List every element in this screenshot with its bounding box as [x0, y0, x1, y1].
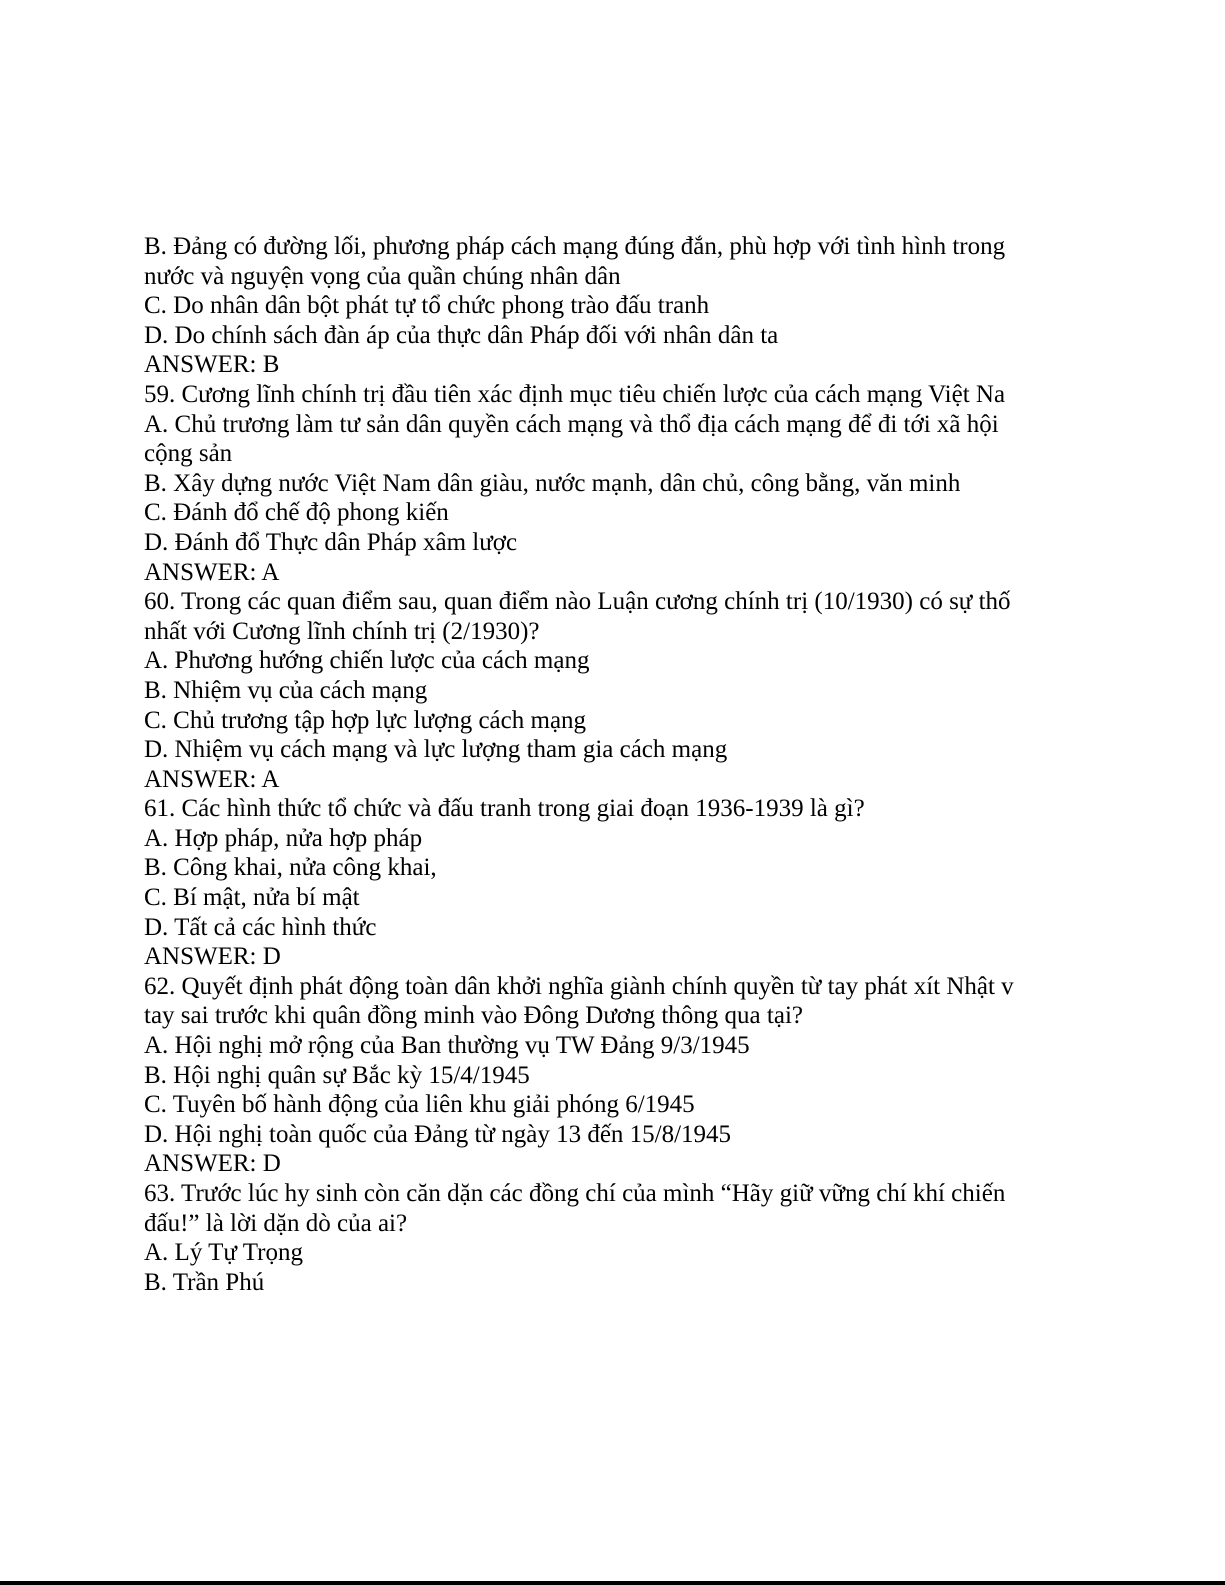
text-line: B. Đảng có đường lối, phương pháp cách mạng đúng đắn, phù hợp với tình hình trong	[144, 233, 1006, 260]
text-line: B. Công khai, nửa công khai,	[144, 854, 437, 882]
text-line: cộng sản	[144, 440, 233, 468]
text-line: nhất với Cương lĩnh chính trị (2/1930)?	[144, 617, 540, 645]
text-line: B. Hội nghị quân sự Bắc kỳ 15/4/1945	[144, 1061, 530, 1089]
text-line: A. Phương hướng chiến lược của cách mạng	[144, 647, 590, 675]
text-line: A. Lý Tự Trọng	[144, 1239, 303, 1267]
text-line: tay sai trước khi quân đồng minh vào Đông Dương thông qua tại?	[144, 1002, 803, 1030]
text-line: nước và nguyện vọng của quần chúng nhân dân	[144, 262, 621, 290]
text-line: D. Tất cả các hình thức	[144, 913, 377, 941]
text-line: C. Do nhân dân bột phát tự tổ chức phong trào đấu tranh	[144, 292, 710, 320]
answer-line: ANSWER: D	[144, 943, 281, 971]
text-line: C. Chủ trương tập hợp lực lượng cách mạng	[144, 706, 587, 734]
text-line: D. Hội nghị toàn quốc của Đảng từ ngày 13 đến 15/8/1945	[144, 1120, 732, 1148]
text-line: B. Trần Phú	[144, 1268, 265, 1296]
question-line: 60. Trong các quan điểm sau, quan điểm nào Luận cương chính trị (10/1930) có sự thố	[144, 588, 1011, 616]
answer-line: ANSWER: A	[144, 558, 280, 586]
question-line: 62. Quyết định phát động toàn dân khởi nghĩa giành chính quyền từ tay phát xít Nhật v	[144, 972, 1014, 1000]
question-line: 63. Trước lúc hy sinh còn căn dặn các đồng chí của mình “Hãy giữ vững chí khí chiến	[144, 1180, 1006, 1207]
text-line: B. Nhiệm vụ của cách mạng	[144, 676, 428, 704]
answer-line: ANSWER: D	[144, 1150, 281, 1178]
text-line: B. Xây dựng nước Việt Nam dân giàu, nước mạnh, dân chủ, công bằng, văn minh	[144, 469, 961, 497]
text-line: D. Đánh đổ Thực dân Pháp xâm lược	[144, 528, 518, 556]
text-line: C. Bí mật, nửa bí mật	[144, 884, 360, 912]
text-line: A. Hợp pháp, nửa hợp pháp	[144, 824, 423, 852]
question-line: 61. Các hình thức tổ chức và đấu tranh trong giai đoạn 1936-1939 là gì?	[144, 795, 865, 823]
text-line: C. Đánh đổ chế độ phong kiến	[144, 499, 449, 527]
text-line: D. Do chính sách đàn áp của thực dân Pháp đối với nhân dân ta	[144, 321, 779, 349]
text-line: đấu!” là lời dặn dò của ai?	[144, 1209, 408, 1237]
text-line: A. Hội nghị mở rộng của Ban thường vụ TW Đảng 9/3/1945	[144, 1032, 750, 1060]
document-body	[144, 232, 1204, 1297]
answer-line: ANSWER: B	[144, 351, 280, 379]
answer-line: ANSWER: A	[144, 765, 280, 793]
question-line: 59. Cương lĩnh chính trị đầu tiên xác định mục tiêu chiến lược của cách mạng Việt Na	[144, 380, 1006, 408]
text-line: D. Nhiệm vụ cách mạng và lực lượng tham gia cách mạng	[144, 736, 728, 764]
text-line: C. Tuyên bố hành động của liên khu giải phóng 6/1945	[144, 1091, 695, 1119]
page-bottom-rule	[0, 1581, 1225, 1585]
text-line: A. Chủ trương làm tư sản dân quyền cách mạng và thổ địa cách mạng để đi tới xã hội	[144, 410, 999, 438]
